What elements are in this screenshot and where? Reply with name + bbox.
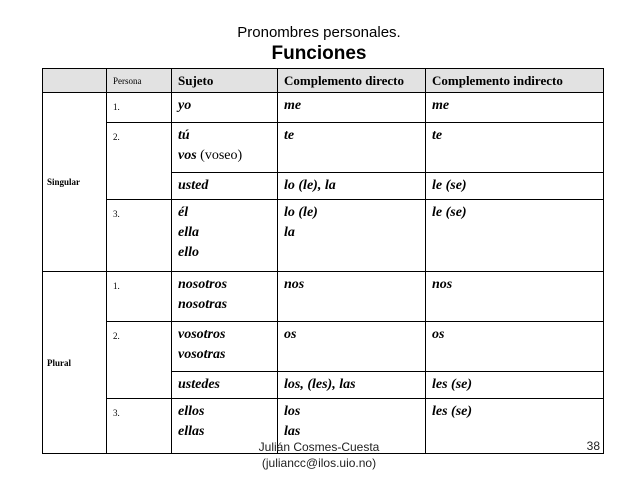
header-complemento-indirecto: Complemento indirecto [426,69,604,93]
sujeto-cell [172,322,278,372]
directo-line: la [284,225,295,240]
directo-cell: te [278,123,426,173]
directo-cell: los, (les), las [278,372,426,399]
slide-footer [0,439,638,471]
sujeto-line: ello [178,245,199,260]
sujeto-line: nosotras [178,297,228,312]
header-empty-cell [43,69,107,93]
sujeto-line: ellos [178,404,205,419]
sujeto-cell [172,272,278,322]
sujeto-cell: ustedes [172,372,278,399]
directo-line: lo (le) [284,205,318,220]
indirecto-cell: me [426,93,604,123]
directo-cell: os [278,322,426,372]
indirecto-cell: le (se) [426,200,604,272]
slide-title: Funciones [271,43,367,64]
sujeto-line [178,146,271,166]
person-number: 2. [107,322,172,399]
sujeto-line: ellas [178,424,205,439]
directo-cell: me [278,93,426,123]
sujeto-line: ella [178,225,199,240]
sujeto-cell: yo [172,93,278,123]
person-number: 1. [107,93,172,123]
indirecto-cell: te [426,123,604,173]
footer-email: (juliancc@ilos.uio.no) [261,456,377,470]
sujeto-line: vosotros [178,327,226,342]
directo-cell: nos [278,272,426,322]
indirecto-cell: les (se) [426,372,604,399]
header-persona: Persona [107,69,172,93]
directo-line: las [284,424,301,439]
pronouns-table [42,68,604,454]
sujeto-cell: usted [172,173,278,200]
directo-cell: lo (le), la [278,173,426,200]
directo-cell [278,200,426,272]
table-row [43,322,604,372]
table-row [43,123,604,173]
indirecto-cell: le (se) [426,173,604,200]
group-label-plural: Plural [43,272,107,454]
person-number: 2. [107,123,172,200]
table-row [43,93,604,123]
person-number: 3. [107,200,172,272]
sujeto-vos: vos [178,148,197,163]
footer-author: Julián Cosmes-Cuesta [258,440,380,454]
group-label-singular: Singular [43,93,107,272]
voseo-note: (voseo) [196,148,243,163]
sujeto-line: vosotras [178,347,226,362]
header-sujeto: Sujeto [172,69,278,93]
directo-line: los [284,404,301,419]
indirecto-cell: nos [426,272,604,322]
table-row [43,200,604,272]
indirecto-cell: les (se) [426,399,604,454]
person-number: 1. [107,272,172,322]
person-number: 3. [107,399,172,454]
header-complemento-directo: Complemento directo [278,69,426,93]
sujeto-cell [172,123,278,173]
sujeto-cell [172,200,278,272]
header-row [43,69,604,93]
page-number: 38 [586,439,600,453]
sujeto-line: nosotros [178,277,228,292]
slide-subtitle: Pronombres personales. [237,24,401,41]
sujeto-line: él [178,205,189,220]
indirecto-cell: os [426,322,604,372]
table-row [43,272,604,322]
sujeto-line: tú [178,128,190,143]
